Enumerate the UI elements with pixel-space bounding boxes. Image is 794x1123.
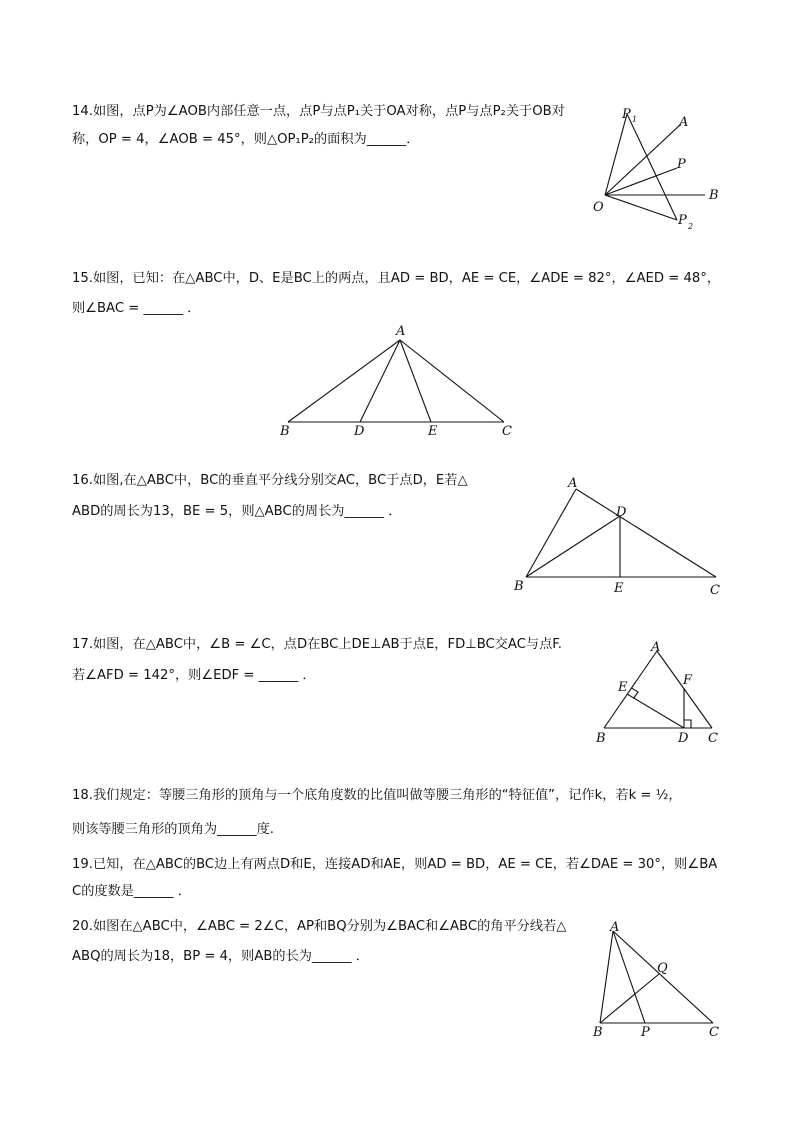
fig20-segment-BQ xyxy=(600,974,659,1023)
question-17-line-2: 若∠AFD = 142°，则∠EDF = ______ ． xyxy=(72,668,316,683)
fig15-label-D: D xyxy=(354,424,365,439)
fig16-segment-AC xyxy=(576,489,716,577)
fig20-segment-AC xyxy=(613,931,713,1023)
fig14-segment-OP2 xyxy=(605,195,677,220)
fig20-label-P: P xyxy=(641,1025,650,1040)
fig14-segment-OA xyxy=(605,124,681,195)
question-17 xyxy=(72,637,562,684)
question-14 xyxy=(72,104,565,148)
question-20 xyxy=(72,919,566,965)
figure-14 xyxy=(585,100,725,235)
question-15-line-2: 则∠BAC = ______ ． xyxy=(72,301,201,316)
figure-16 xyxy=(508,472,738,602)
figure-20 xyxy=(585,916,735,1041)
fig14-segment-OP xyxy=(605,168,677,195)
fig17-label-E: E xyxy=(618,680,628,695)
fig15-label-E: E xyxy=(428,424,438,439)
fig17-label-B: B xyxy=(596,731,606,746)
question-19-line-2: C的度数是______ ． xyxy=(72,884,191,899)
question-15-line-1: 15.如图，已知：在△ABC中，D、E是BC上的两点，且AD = BD，AE = CE，∠ADE = 82°，∠AED = 48°， xyxy=(72,271,721,286)
fig17-segment-ED xyxy=(627,694,684,728)
fig14-label-A: A xyxy=(679,115,689,130)
fig15-label-A: A xyxy=(396,324,406,339)
fig16-label-A: A xyxy=(568,476,578,491)
figure-15 xyxy=(278,322,518,442)
question-18 xyxy=(72,788,682,838)
fig20-label-Q: Q xyxy=(657,961,668,976)
fig17-segment-AB xyxy=(604,651,657,728)
fig20-label-A: A xyxy=(610,920,620,935)
fig14-label-P1-sub: 1 xyxy=(632,115,638,124)
fig14-segment-OP1 xyxy=(605,114,627,195)
question-19 xyxy=(72,857,717,900)
fig20-label-C: C xyxy=(709,1025,719,1040)
fig14-label-P2-sub: 2 xyxy=(688,222,694,231)
fig16-segment-AB xyxy=(526,489,576,577)
fig16-label-C: C xyxy=(710,583,720,598)
fig14-label-P2: P xyxy=(678,213,687,228)
fig17-label-F: F xyxy=(683,673,693,688)
fig17-label-A: A xyxy=(651,640,661,655)
fig16-label-E: E xyxy=(614,581,624,596)
fig14-label-P: P xyxy=(677,157,686,172)
question-14-line-2: 称，OP = 4，∠AOB = 45°，则△OP₁P₂的面积为______． xyxy=(72,132,420,147)
question-16-line-2: ABD的周长为13，BE = 5，则△ABC的周长为______ ． xyxy=(72,504,402,519)
question-18-line-1: 18.我们规定：等腰三角形的顶角与一个底角度数的比值叫做等腰三角形的“特征值”，记作k，若k = ½， xyxy=(72,788,682,803)
fig17-right-angle-D xyxy=(684,720,691,728)
fig20-segment-AB xyxy=(600,931,613,1023)
fig15-segment-AB xyxy=(288,340,400,422)
fig16-segment-BD xyxy=(526,516,620,577)
question-15 xyxy=(72,271,720,317)
question-16 xyxy=(72,473,468,520)
fig17-label-D: D xyxy=(678,731,689,746)
fig15-segment-AD xyxy=(360,340,400,422)
fig15-label-C: C xyxy=(502,424,512,439)
question-17-line-1: 17.如图，在△ABC中，∠B = ∠C，点D在BC上DE⊥AB于点E，FD⊥BC交AC与点F. xyxy=(72,637,562,652)
fig20-segment-AP xyxy=(613,931,645,1023)
fig14-label-O: O xyxy=(593,200,604,215)
fig17-label-C: C xyxy=(708,731,718,746)
fig14-label-P1: P xyxy=(622,107,631,122)
question-16-line-1: 16.如图,在△ABC中，BC的垂直平分线分别交AC，BC于点D，E若△ xyxy=(72,473,468,488)
fig15-label-B: B xyxy=(280,424,290,439)
fig16-label-D: D xyxy=(616,505,627,520)
figure-17 xyxy=(590,636,730,748)
question-14-line-1: 14.如图，点P为∠AOB内部任意一点，点P与点P₁关于OA对称，点P与点P₂关于OB对 xyxy=(72,104,565,119)
fig16-label-B: B xyxy=(514,579,524,594)
question-20-line-2: ABQ的周长为18，BP = 4，则AB的长为______ ． xyxy=(72,949,369,964)
question-18-line-2: 则该等腰三角形的顶角为______度. xyxy=(72,822,275,837)
question-19-line-1: 19.已知，在△ABC的BC边上有两点D和E，连接AD和AE，则AD = BD，AE = CE，若∠DAE = 30°，则∠BA xyxy=(72,857,718,872)
fig14-label-B: B xyxy=(709,188,719,203)
question-20-line-1: 20.如图在△ABC中，∠ABC = 2∠C，AP和BQ分别为∠BAC和∠ABC的角平分线若△ xyxy=(72,919,567,934)
fig20-label-B: B xyxy=(593,1025,603,1040)
